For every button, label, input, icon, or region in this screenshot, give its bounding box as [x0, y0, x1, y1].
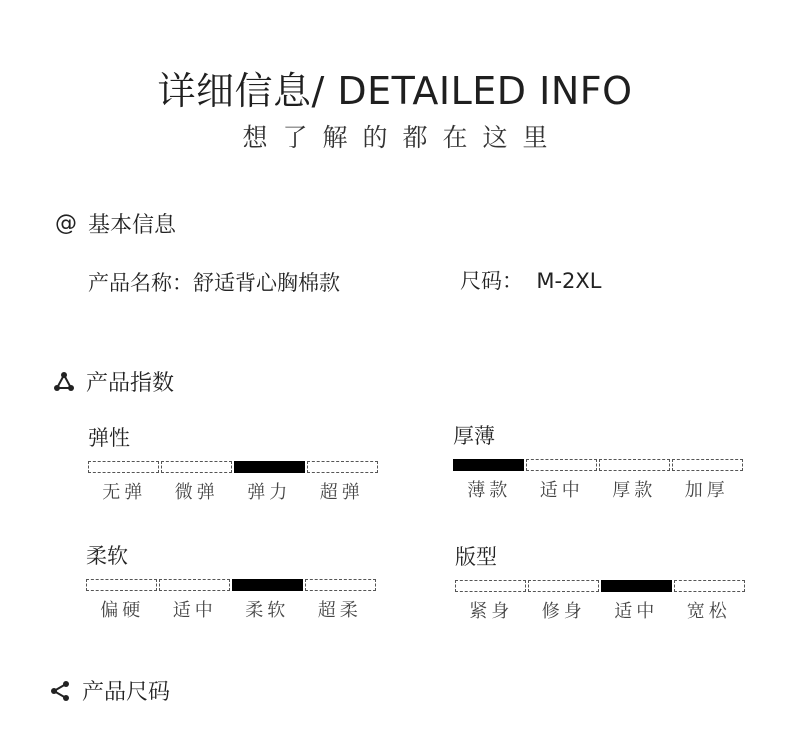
gauge-segment-selected [234, 461, 305, 473]
share-nodes-icon [48, 679, 72, 703]
gauge-option: 宽松 [686, 601, 731, 622]
product-size-heading [48, 675, 170, 706]
gauge-option: 微弹 [174, 482, 219, 503]
gauge-segment [599, 459, 670, 471]
gauge-segment [455, 580, 526, 592]
gauge-bar [453, 459, 743, 471]
product-name: 产品名称：舒适背心胸棉款 [88, 271, 340, 295]
gauge-option: 紧身 [469, 601, 514, 622]
triangle-nodes-icon [52, 370, 76, 394]
gauge-title: 版型 [455, 545, 497, 569]
gauge-segment [86, 579, 157, 591]
gauge-title: 厚薄 [453, 424, 495, 448]
gauge-segment-selected [601, 580, 672, 592]
gauge-segment [674, 580, 745, 592]
page-subtitle: 想了解的都在这里 [242, 123, 563, 152]
gauge-segment [672, 459, 743, 471]
gauge-option: 薄款 [467, 480, 512, 501]
at-icon: @ [55, 211, 77, 236]
gauge-option: 弹力 [247, 482, 292, 503]
gauge-option: 厚款 [612, 480, 657, 501]
gauge-option: 无弹 [102, 482, 147, 503]
gauge-segment [526, 459, 597, 471]
gauge-softness [86, 540, 376, 622]
gauge-segment [305, 579, 376, 591]
gauge-option: 修身 [541, 601, 586, 622]
gauge-option: 适中 [172, 600, 217, 621]
gauge-option: 适中 [539, 480, 584, 501]
basic-info-heading [54, 208, 176, 239]
gauge-elasticity [88, 422, 378, 504]
gauge-bar [88, 461, 378, 473]
product-size-label: 产品尺码 [82, 680, 171, 705]
gauge-bar [86, 579, 376, 591]
gauge-segment [88, 461, 159, 473]
gauge-segment [528, 580, 599, 592]
product-index-heading [52, 366, 174, 397]
gauge-title: 弹性 [88, 426, 130, 450]
gauge-segment [159, 579, 230, 591]
gauge-segment [161, 461, 232, 473]
basic-info-label: 基本信息 [88, 213, 177, 238]
gauge-segment-selected [453, 459, 524, 471]
product-index-label: 产品指数 [86, 371, 175, 396]
gauge-option: 适中 [614, 601, 659, 622]
gauge-title: 柔软 [86, 544, 128, 568]
gauge-option: 超柔 [317, 600, 362, 621]
gauge-option: 加厚 [684, 480, 729, 501]
gauge-thickness [453, 420, 743, 502]
product-size: 尺码： M-2XL [460, 269, 602, 293]
gauge-option: 偏硬 [100, 600, 145, 621]
page-title: 详细信息/ DETAILED INFO [157, 69, 633, 113]
gauge-bar [455, 580, 745, 592]
gauge-segment-selected [232, 579, 303, 591]
gauge-option: 超弹 [319, 482, 364, 503]
gauge-segment [307, 461, 378, 473]
gauge-fit [455, 541, 745, 623]
gauge-option: 柔软 [245, 600, 290, 621]
